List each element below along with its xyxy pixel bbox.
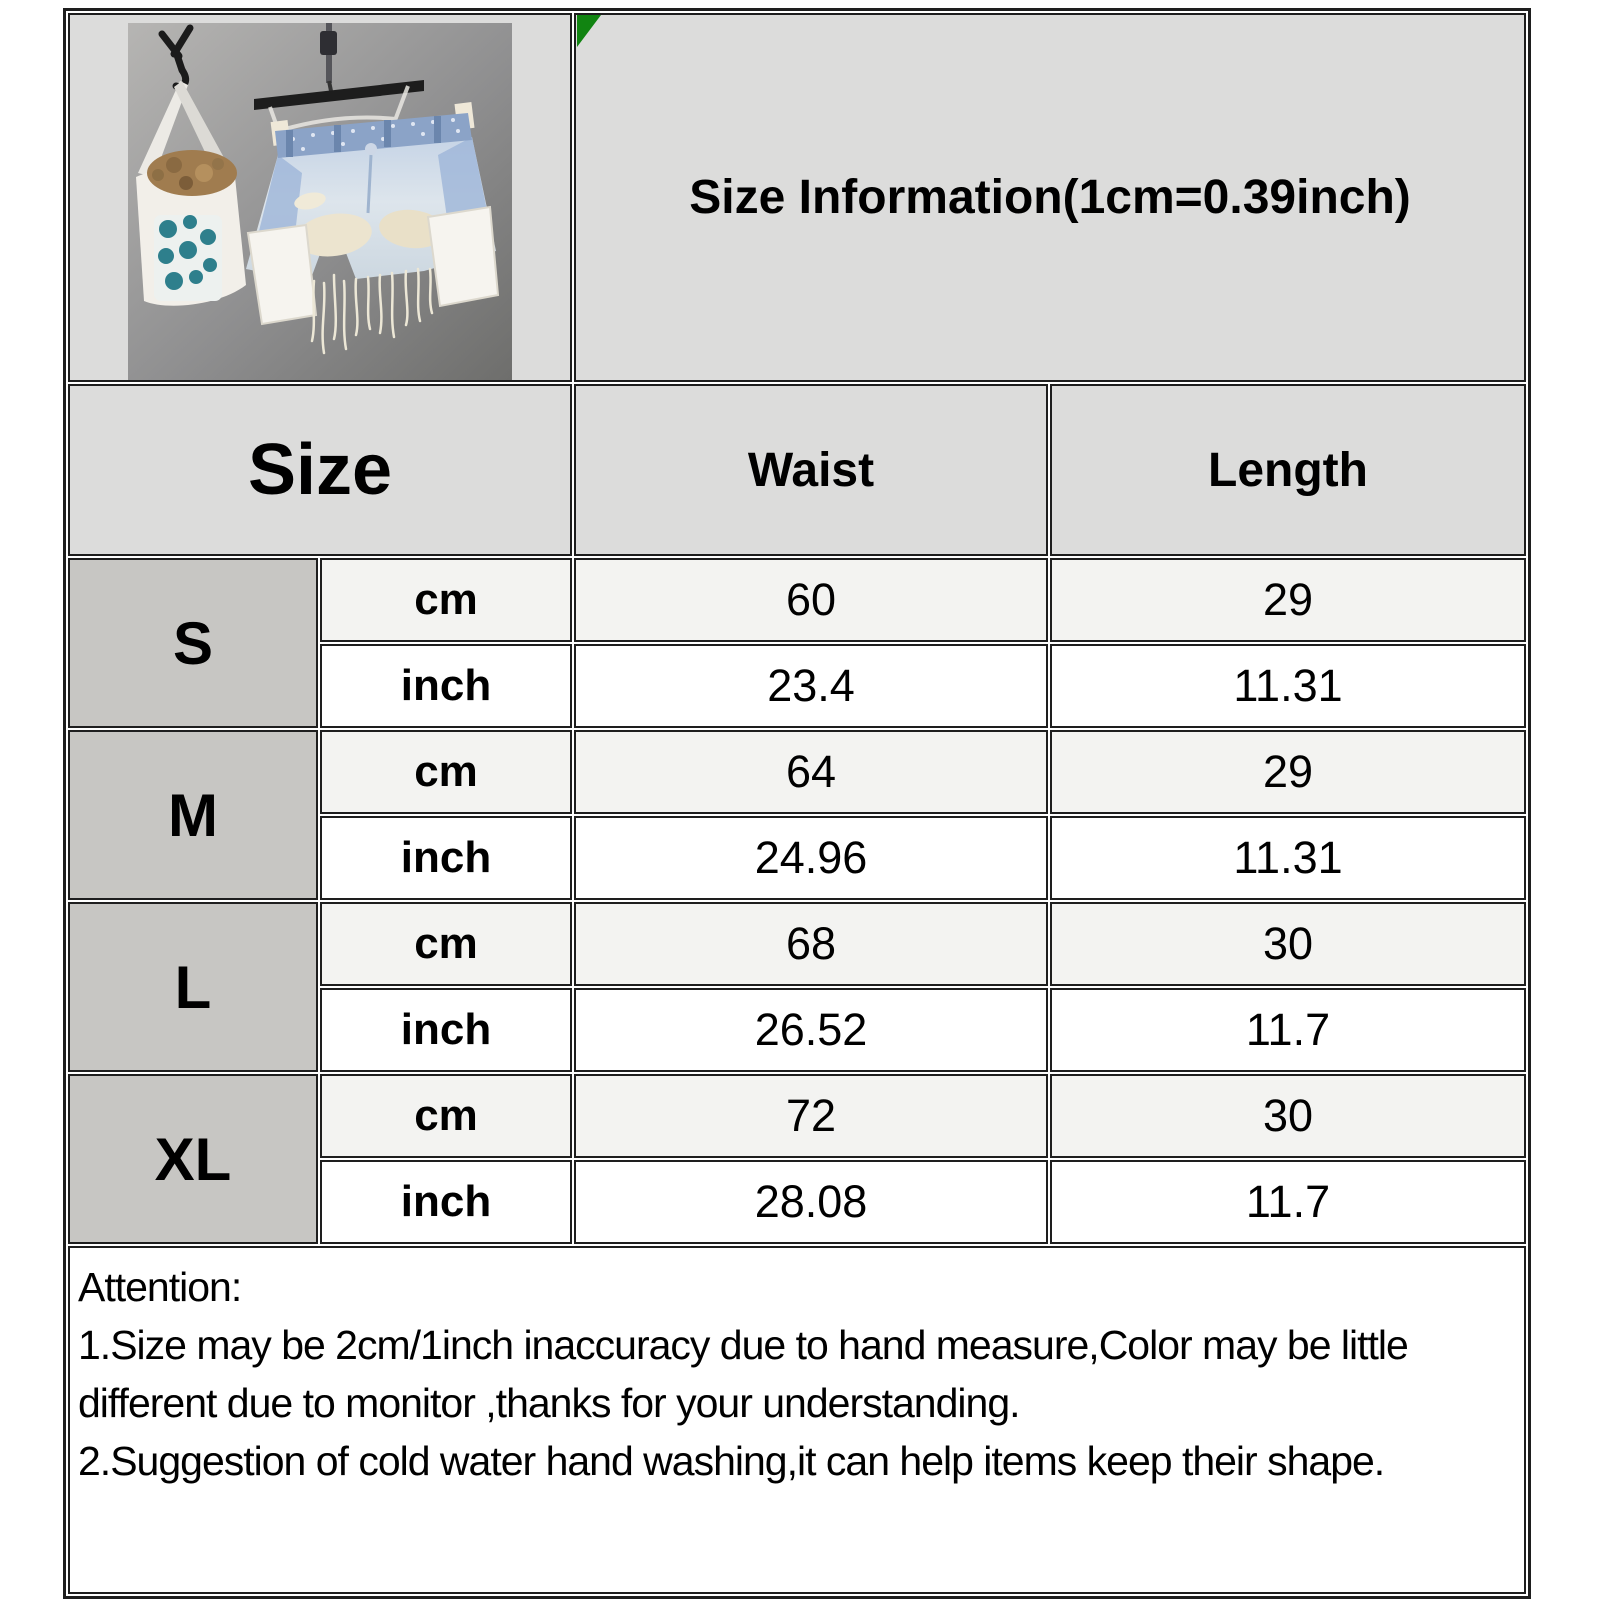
- length-value: 30: [1050, 1074, 1526, 1158]
- size-label-s: S: [68, 558, 318, 728]
- waist-value: 24.96: [574, 816, 1048, 900]
- page-title: Size Information(1cm=0.39inch): [689, 171, 1411, 224]
- table-row: [68, 1074, 1526, 1158]
- column-header-waist: Waist: [574, 384, 1048, 556]
- length-value: 11.7: [1050, 1160, 1526, 1244]
- product-photo: [128, 23, 512, 380]
- size-label-l: L: [68, 902, 318, 1072]
- top-section: [68, 13, 1526, 382]
- title-cell: [574, 13, 1526, 382]
- waist-value: 68: [574, 902, 1048, 986]
- waist-value: 28.08: [574, 1160, 1048, 1244]
- table-header-row: [68, 384, 1526, 556]
- unit-label: inch: [320, 816, 572, 900]
- unit-label: cm: [320, 558, 572, 642]
- waist-value: 72: [574, 1074, 1048, 1158]
- length-value: 11.31: [1050, 644, 1526, 728]
- table-row: [68, 902, 1526, 986]
- waist-value: 60: [574, 558, 1048, 642]
- unit-label: cm: [320, 902, 572, 986]
- waist-value: 64: [574, 730, 1048, 814]
- unit-label: inch: [320, 644, 572, 728]
- length-value: 29: [1050, 558, 1526, 642]
- unit-label: inch: [320, 988, 572, 1072]
- cell-corner-flag-icon: [577, 15, 601, 47]
- length-value: 29: [1050, 730, 1526, 814]
- dried-flowers: [147, 150, 237, 196]
- product-photo-cell: [68, 13, 572, 382]
- attention-note: [68, 1246, 1526, 1594]
- attention-row: [68, 1246, 1526, 1594]
- waist-value: 23.4: [574, 644, 1048, 728]
- attention-heading: Attention:: [78, 1264, 242, 1310]
- attention-line: 2.Suggestion of cold water hand washing,it can help items keep their shape.: [78, 1438, 1385, 1484]
- size-table: [63, 8, 1531, 1599]
- unit-label: cm: [320, 730, 572, 814]
- unit-label: cm: [320, 1074, 572, 1158]
- length-value: 11.31: [1050, 816, 1526, 900]
- tote-floral-print: [154, 215, 222, 301]
- size-label-xl: XL: [68, 1074, 318, 1244]
- table-row: [68, 558, 1526, 642]
- unit-label: inch: [320, 1160, 572, 1244]
- length-value: 11.7: [1050, 988, 1526, 1072]
- attention-line: 1.Size may be 2cm/1inch inaccuracy due to hand measure,Color may be little: [78, 1322, 1408, 1368]
- column-header-size: Size: [68, 384, 572, 556]
- size-label-m: M: [68, 730, 318, 900]
- table-row: [68, 730, 1526, 814]
- waist-value: 26.52: [574, 988, 1048, 1072]
- attention-line: different due to monitor ,thanks for your understanding.: [78, 1380, 1020, 1426]
- length-value: 30: [1050, 902, 1526, 986]
- column-header-length: Length: [1050, 384, 1526, 556]
